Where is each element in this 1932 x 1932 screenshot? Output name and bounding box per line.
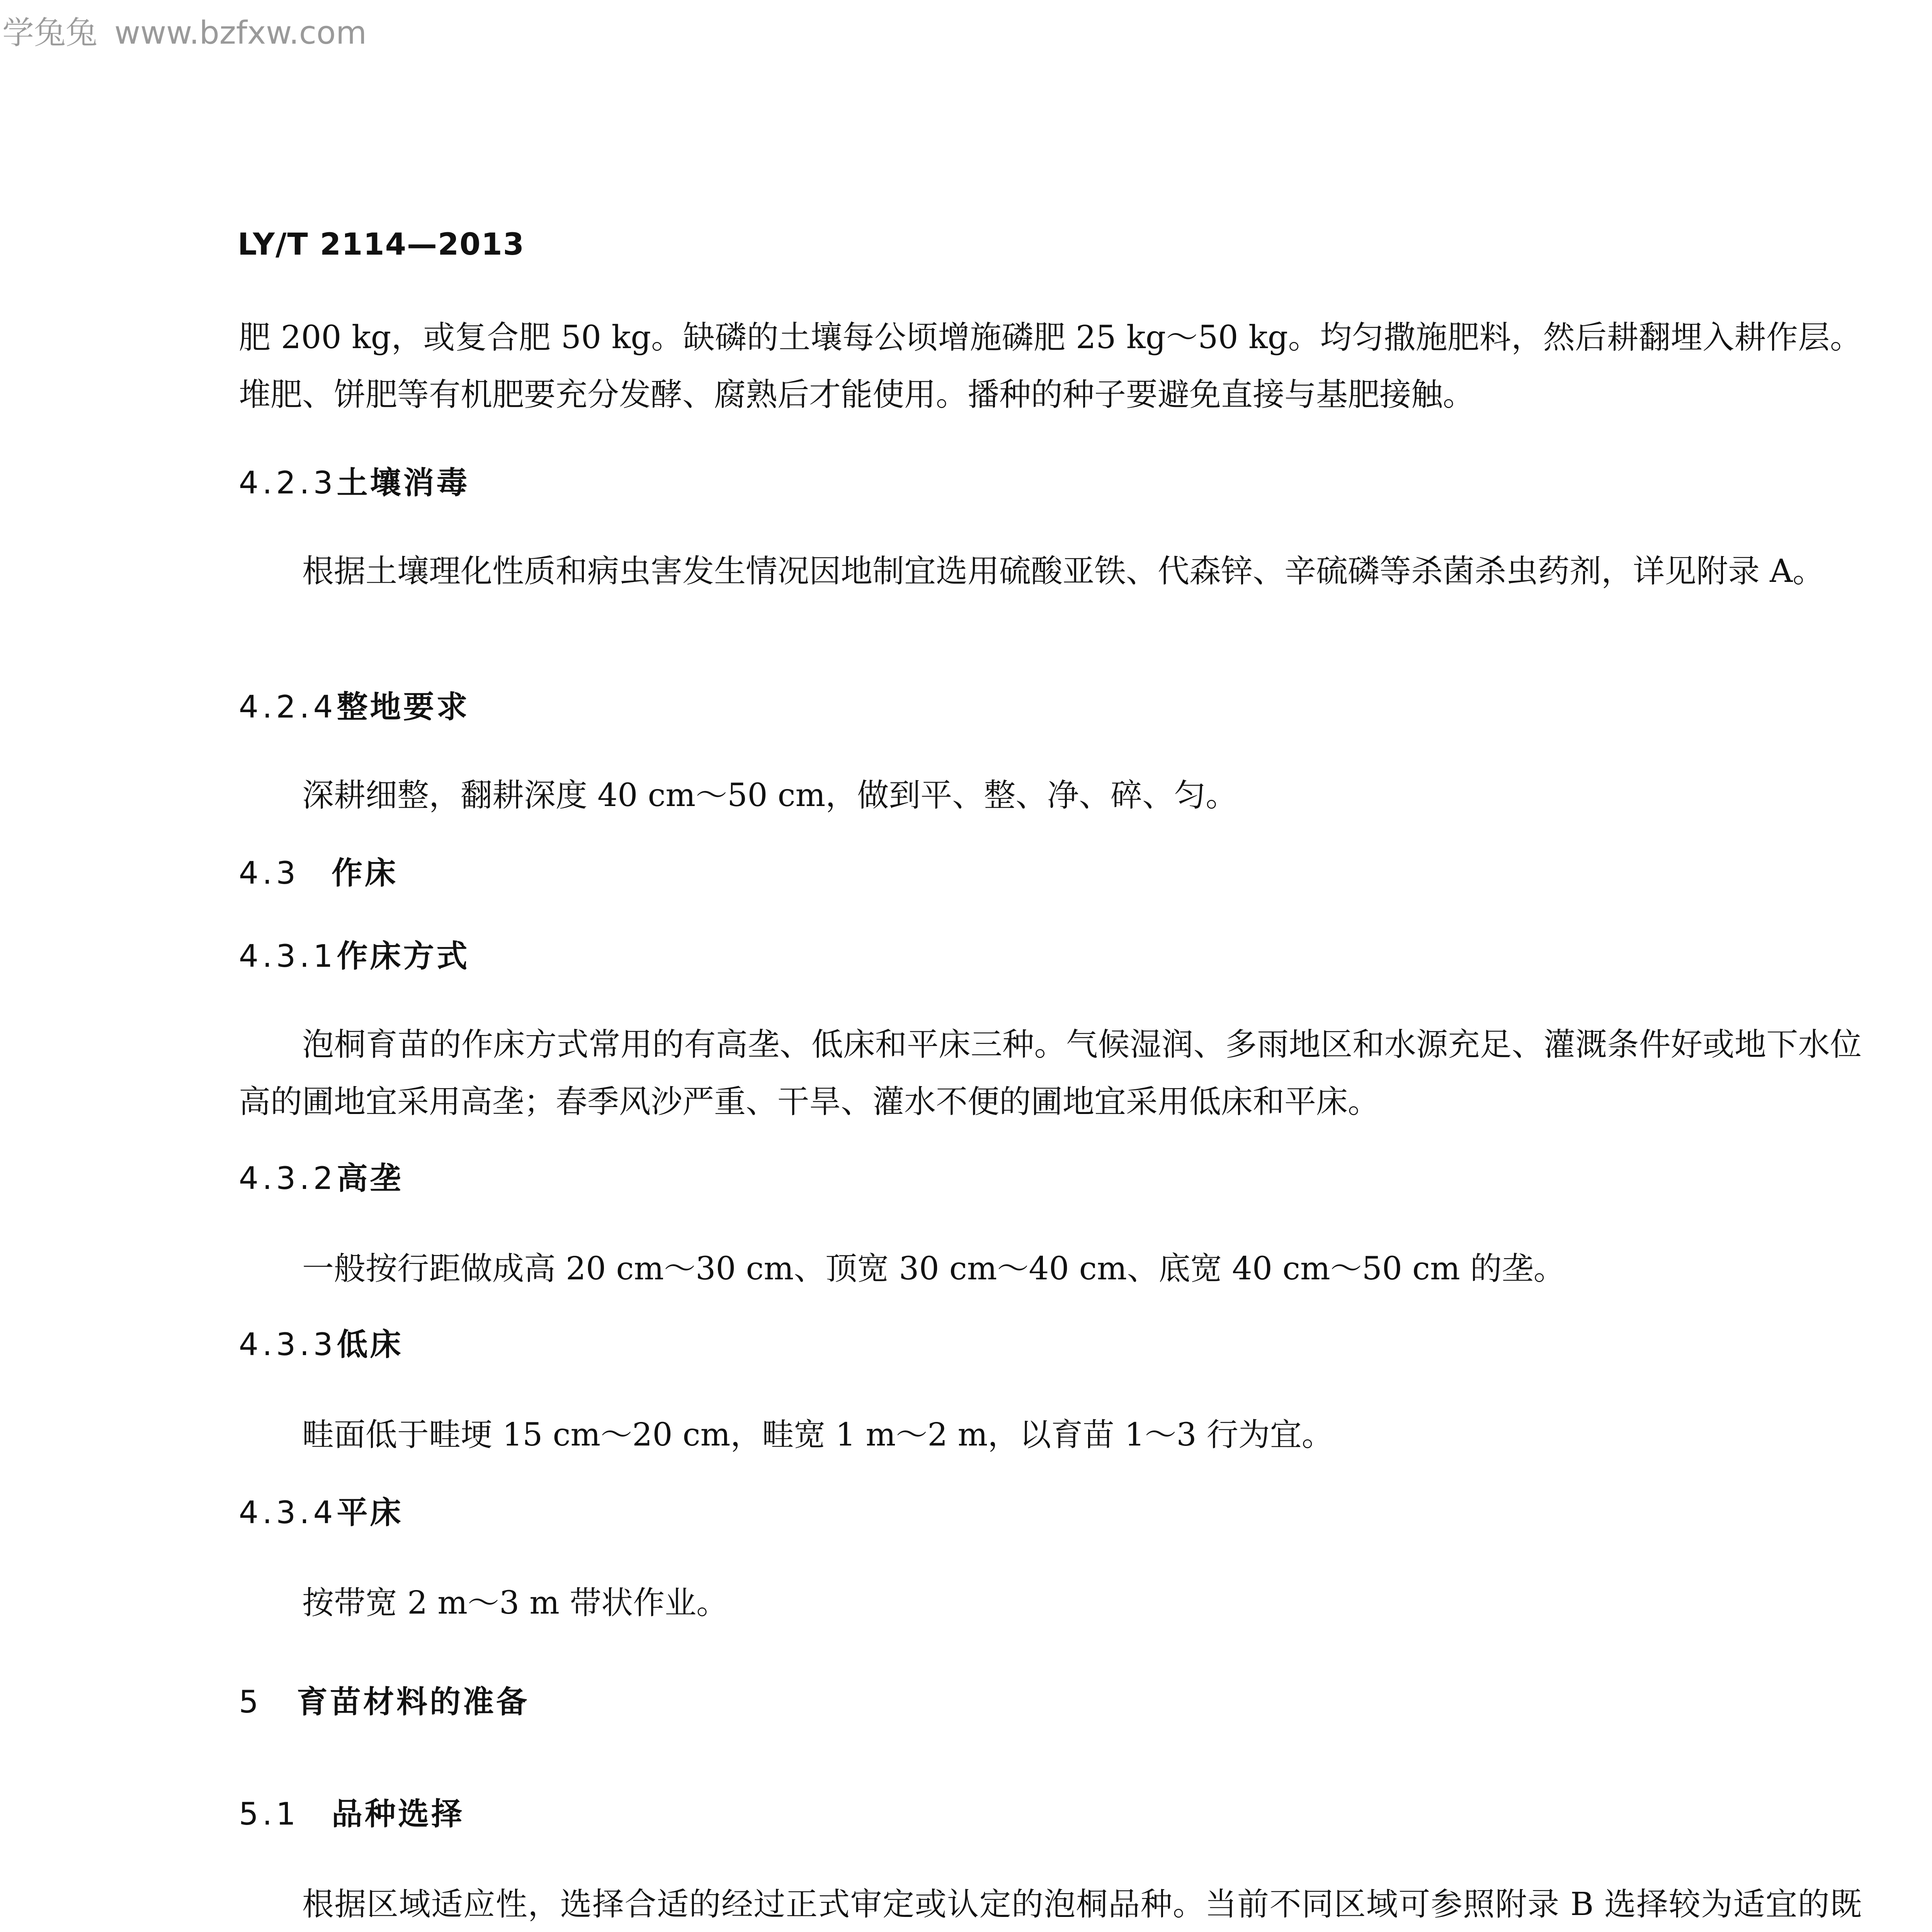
paragraph-4-3-1: 泡桐育苗的作床方式常用的有高垄、低床和平床三种。气候湿润、多雨地区和水源充足、灌溉条件好或地下水位高的圃地宜采用高垄；春季风沙严重、干旱、灌水不便的圃地宜采用低床和平床。 [239,1026,1862,1120]
heading-4-3-4 [239,1493,403,1532]
heading-title: 作床方式 [337,938,470,974]
paragraph-fertilizer: 肥 200 kg，或复合肥 50 kg。缺磷的土壤每公顷增施磷肥 25 kg～50 kg。均匀撒施肥料，然后耕翻埋入耕作层。堆肥、饼肥等有机肥要充分发酵、腐熟后才能使用。播种的种子要避免直接与基肥接触。 [239,319,1862,413]
paragraph-4-2-3: 根据土壤理化性质和病虫害发生情况因地制宜选用硫酸亚铁、代森锌、辛硫磷等杀菌杀虫药剂，详见附录 A。 [302,553,1825,590]
heading-chapter-5 [239,1683,529,1721]
heading-title: 作床 [332,855,398,891]
heading-title: 品种选择 [332,1796,464,1832]
heading-4-3-3 [239,1325,403,1364]
heading-4-3 [239,854,398,893]
heading-title: 平床 [337,1495,403,1531]
heading-number: 4.3.1 [239,938,337,974]
paragraph-4-2-4: 深耕细整，翻耕深度 40 cm～50 cm，做到平、整、净、碎、匀。 [302,777,1238,814]
heading-number: 4.3.4 [239,1495,337,1531]
heading-title: 低床 [337,1327,403,1362]
paragraph-4-3-3: 畦面低于畦埂 15 cm～20 cm，畦宽 1 m～2 m，以育苗 1～3 行为宜。 [302,1417,1333,1453]
heading-4-3-2 [239,1159,403,1198]
document-code: LY/T 2114—2013 [238,227,525,262]
watermark [2,8,367,53]
heading-title: 育苗材料的准备 [297,1684,529,1720]
heading-4-2-4 [239,688,470,726]
heading-5-1 [239,1795,464,1833]
paragraph-4-3-4: 按带宽 2 m～3 m 带状作业。 [302,1585,728,1621]
heading-number: 4.3 [239,855,300,891]
heading-title: 土壤消毒 [337,465,470,501]
paragraph-5-1: 根据区域适应性，选择合适的经过正式审定或认定的泡桐品种。当前不同区域可参照附录 B 选择较为适宜的既 [302,1886,1862,1923]
heading-number: 4.3.3 [239,1327,337,1362]
heading-number: 5 [239,1684,262,1720]
heading-title: 高垄 [337,1160,403,1196]
heading-number: 4.3.2 [239,1160,337,1196]
heading-number: 5.1 [239,1796,300,1832]
heading-number: 4.2.4 [239,689,337,725]
heading-number: 4.2.3 [239,465,337,501]
watermark-site-name: 学兔兔 [2,15,98,51]
heading-4-2-3 [239,464,470,502]
watermark-domain: www.bzfxw.com [114,15,367,51]
heading-4-3-1 [239,937,470,976]
paragraph-4-3-2: 一般按行距做成高 20 cm～30 cm、顶宽 30 cm～40 cm、底宽 40 cm～50 cm 的垄。 [302,1250,1565,1287]
heading-title: 整地要求 [337,689,470,725]
